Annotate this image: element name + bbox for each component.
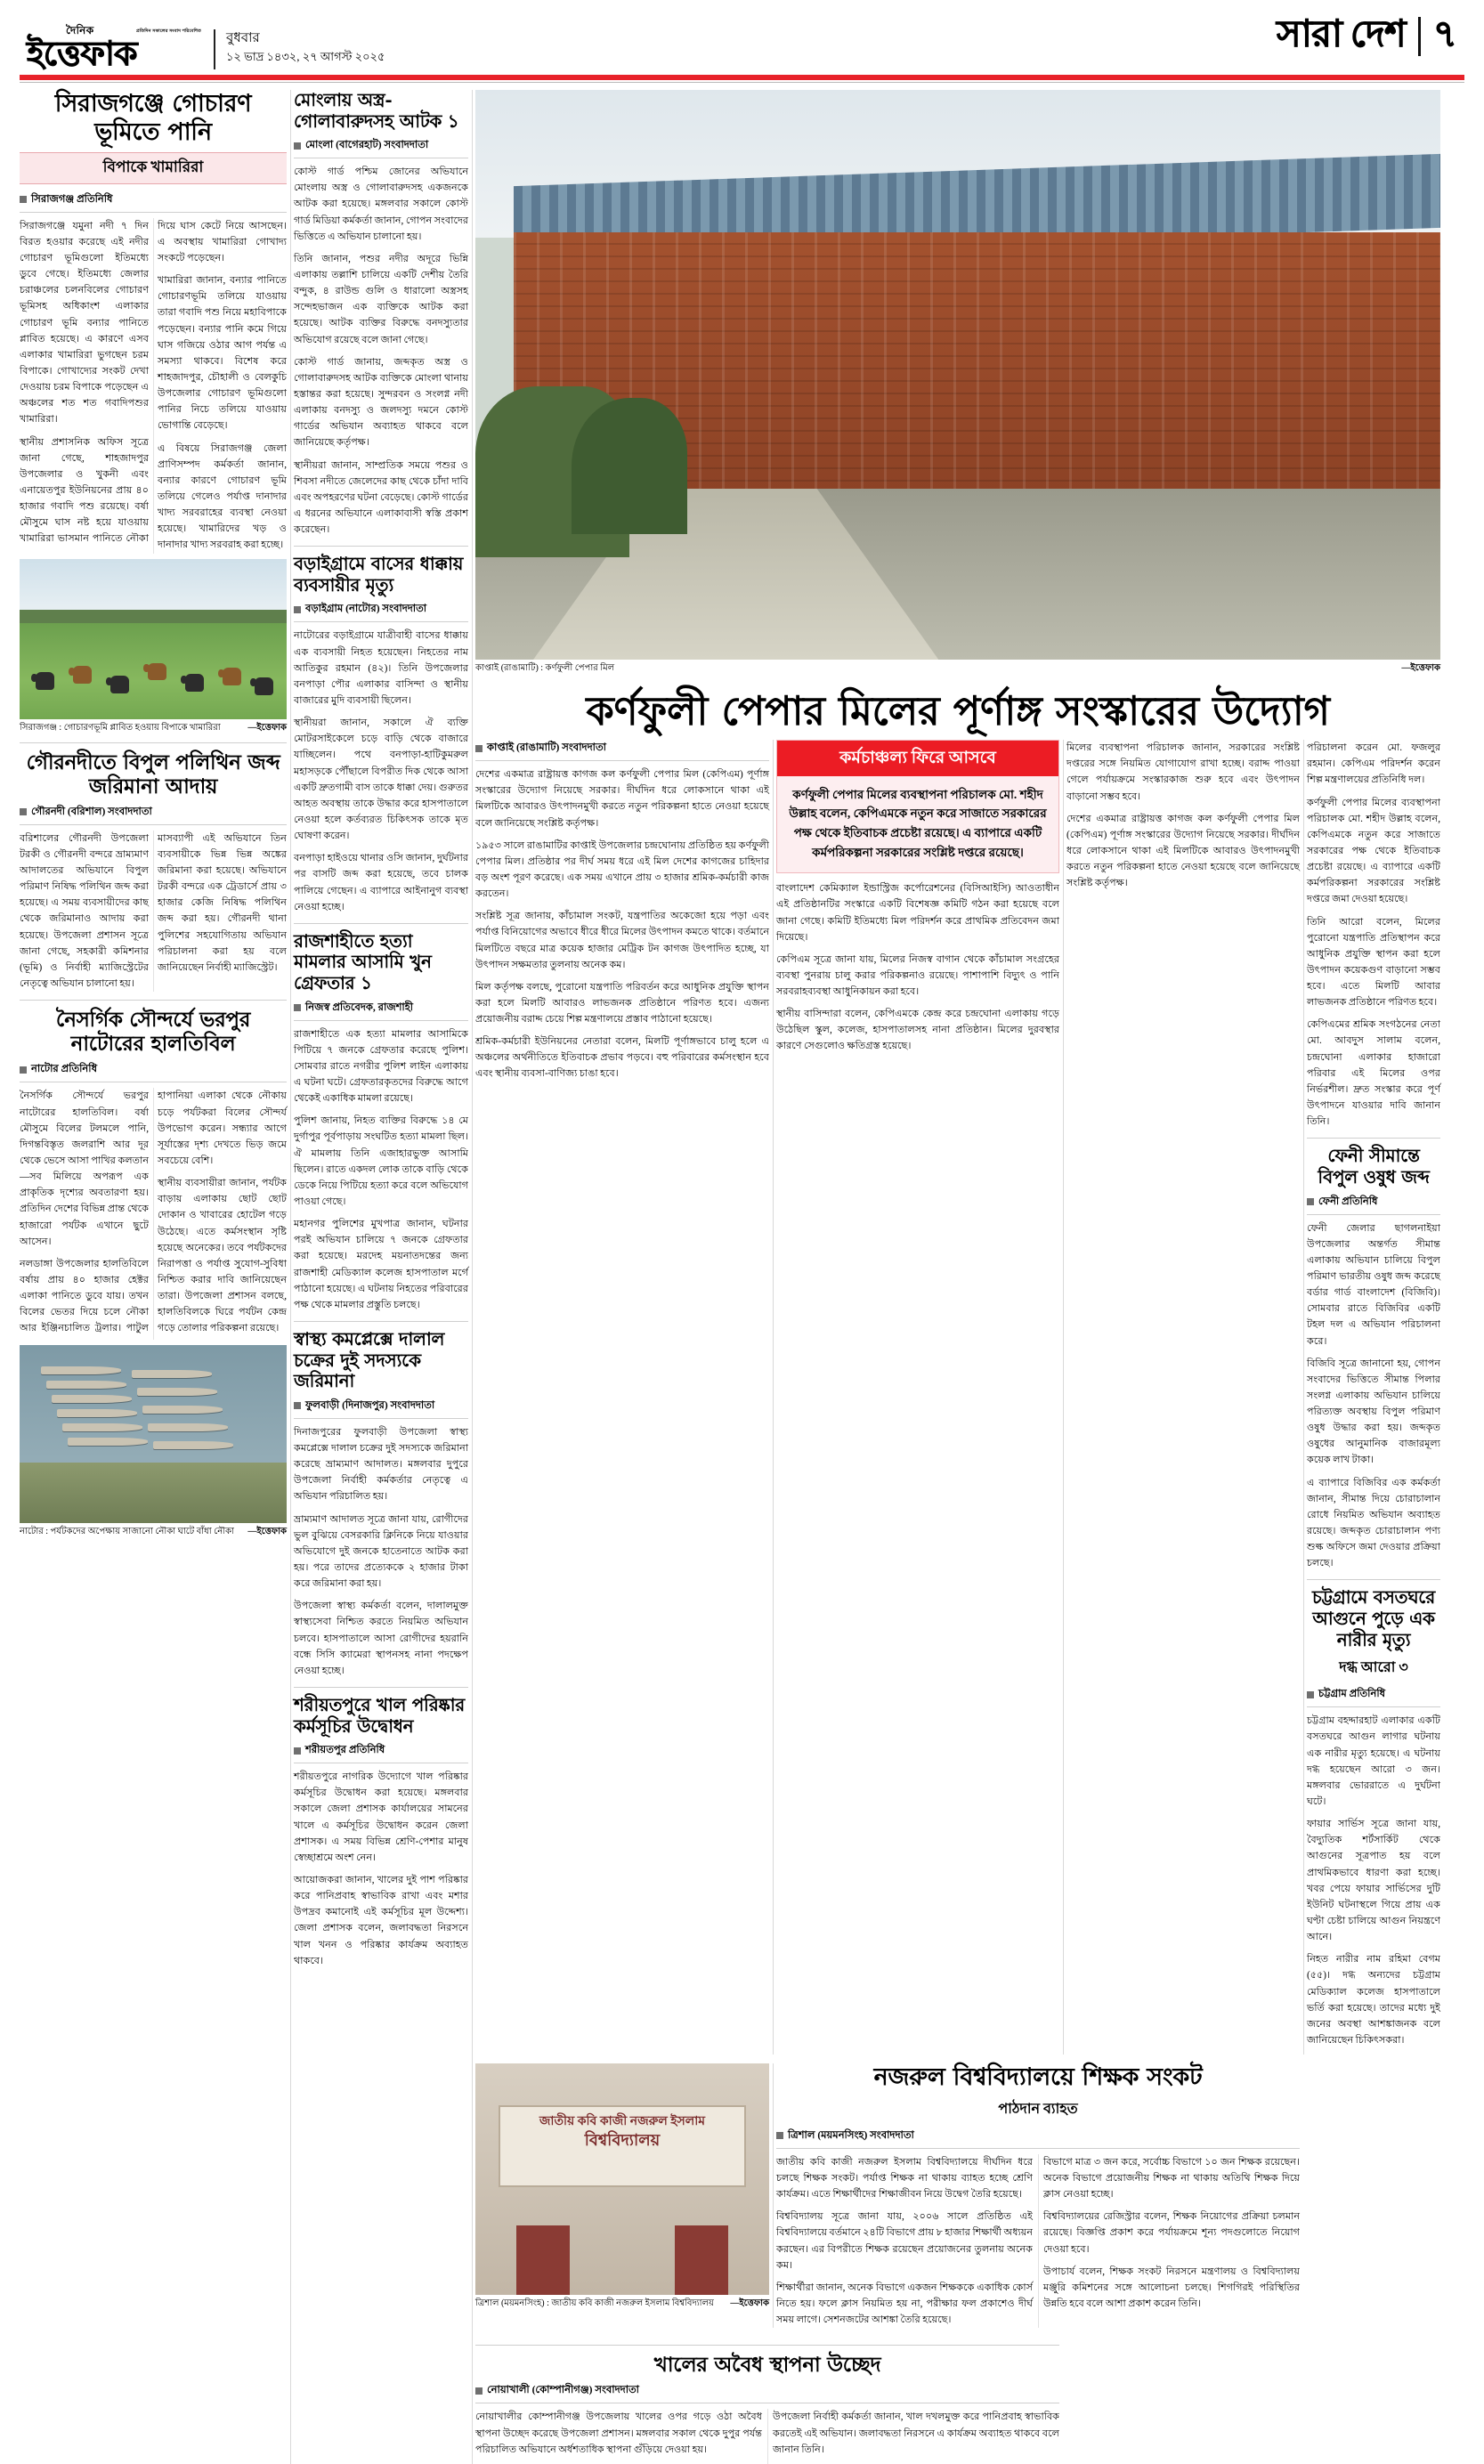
paragraph: দেশের একমাত্র রাষ্ট্রায়ত্ত কাগজ কল কর্ণফুলী পেপার মিল (কেপিএম) পূর্ণাঙ্গ সংস্কারের উদ্যোগ নিয়েছে সরকার। দীর্ঘদিন ধরে লোকসানে থাকা এই মিলটিকে আবারও উৎপাদনমুখী করতে নতুন পরিকল্পনা হাতে নেওয়া হয়েছে বলে জানিয়েছে সংশ্লিষ্ট কর্তৃপক্ষ। bbox=[1066, 813, 1300, 889]
paragraph: কর্ণফুলী পেপার মিলের ব্যবস্থাপনা পরিচালক মো. শহীদ উল্লাহ বলেন, কেপিএমকে নতুন করে সাজাতে সরকারের পক্ষ থেকে ইতিবাচক প্রচেষ্টা রয়েছে। এ ব্যাপারে একটি কর্মপরিকল্পনা সরকারের সংশ্লিষ্ট দপ্তরে জমা দেওয়া হয়েছে। bbox=[1307, 797, 1440, 905]
uni-grid bbox=[475, 2063, 1440, 2328]
paragraph: শিক্ষার্থীরা জানান, অনেক বিভাগে একজন শিক্ষককে একাধিক কোর্স নিতে হয়। ফলে ক্লাস নিয়মিত হয় না, পরীক্ষার ফল প্রকাশেও দীর্ঘ সময় লাগে। সেশনজটের আশঙ্কা তৈরি হয়েছে। bbox=[776, 2282, 1033, 2326]
bullet-square-icon bbox=[776, 2132, 783, 2139]
bullet-square-icon bbox=[294, 142, 301, 150]
paragraph: মাসব্যাপী এই অভিযানে তিন ব্যবসায়ীকে ভিন্ন ভিন্ন অঙ্কের জরিমানা করা হয়েছে। অভিযানে টরকী বন্দরে এক ট্রেডার্সে প্রায় ৩ হাজার কেজি নিষিদ্ধ পলিথিন জব্দ করা হয়। গৌরনদী থানা পুলিশের সহযোগিতায় অভিযান পরিচালনা করা হয় বলে জানিয়েছেন নির্বাহী ম্যাজিস্ট্রেট। bbox=[158, 832, 287, 973]
paragraph: স্থানীয় বাসিন্দারা বলেন, কেপিএমকে কেন্দ্র করে চন্দ্রঘোনা এলাকায় গড়ে উঠেছিল স্কুল, কলেজ, হাসপাতালসহ নানা প্রতিষ্ঠান। মিলের দুরবস্থার কারণে সেগুলোও ক্ষতিগ্রস্ত হয়েছে। bbox=[776, 1009, 1059, 1052]
byline-text: বড়াইগ্রাম (নাটোর) সংবাদদাতা bbox=[305, 604, 427, 615]
byline-text: ফেনী প্রতিনিধি bbox=[1318, 1196, 1378, 1207]
bullet-square-icon bbox=[1307, 1198, 1314, 1205]
headline-nazrul-university: নজরুল বিশ্ববিদ্যালয়ে শিক্ষক সংকট bbox=[873, 2063, 1203, 2092]
byline-sirajganj bbox=[20, 191, 287, 213]
headline-shariatpur: শরীয়তপুরে খাল পরিষ্কার কর্মসূচির উদ্বোধন bbox=[294, 1693, 465, 1737]
paragraph: বিশ্ববিদ্যালয় সূত্রে জানা যায়, ২০০৬ সালে প্রতিষ্ঠিত এই বিশ্ববিদ্যালয়ে বর্তমানে ২৪টি বিভাগে প্রায় ৮ হাজার শিক্ষার্থী অধ্যয়ন করছেন। এর বিপরীতে শিক্ষক রয়েছেন প্রয়োজনের তুলনায় অনেক কম। bbox=[776, 2211, 1033, 2271]
paragraph: বিশ্ববিদ্যালয়ের রেজিস্ট্রার বলেন, শিক্ষক নিয়োগের প্রক্রিয়া চলমান রয়েছে। বিজ্ঞপ্তি প্রকাশ করে পর্যায়ক্রমে শূন্য পদগুলোতে নিয়োগ দেওয়া হবে। bbox=[1043, 2211, 1300, 2255]
bullet-square-icon bbox=[294, 1402, 301, 1409]
red-rule bbox=[20, 75, 1464, 80]
paragraph: পুলিশ জানায়, নিহত ব্যক্তির বিরুদ্ধে ১৪ মে দুর্গাপুর পূর্বপাড়ায় সংঘটিত হত্যা মামলা ছিল। ঐ মামলায় তিনি এজাহারভুক্ত আসামি ছিলেন। রাতে একদল লোক তাকে বাড়ি থেকে ডেকে নিয়ে পিটিয়ে হত্যা করে বলে অভিযোগ পাওয়া গেছে। bbox=[294, 1115, 468, 1208]
paragraph: কেপিএমের শ্রমিক সংগঠনের নেতা মো. আবদুস সালাম বলেন, চন্দ্রঘোনা এলাকার হাজারো পরিবার এই মিলের ওপর নির্ভরশীল। দ্রুত সংস্কার করে পূর্ণ উৎপাদনে যাওয়ার দাবি জানান তিনি। bbox=[1307, 1019, 1440, 1128]
bullet-square-icon bbox=[20, 1066, 27, 1074]
page-number: ৭ bbox=[1432, 14, 1457, 55]
photo-scene bbox=[20, 559, 287, 719]
bullet-square-icon bbox=[294, 1004, 301, 1011]
column-right-rail bbox=[1307, 740, 1440, 2055]
photo-scene: জাতীয় কবি কাজী নজরুল ইসলাম বিশ্ববিদ্যালয় bbox=[475, 2063, 769, 2295]
byline-nazrul-university bbox=[776, 2128, 1300, 2149]
paragraph: জাতীয় কবি কাজী নজরুল ইসলাম বিশ্ববিদ্যালয়ে দীর্ঘদিন ধরে চলছে শিক্ষক সংকট। পর্যাপ্ত শিক্ষক না থাকায় ব্যাহত হচ্ছে শ্রেণি কার্যক্রম। এতে শিক্ষার্থীদের শিক্ষাজীবন নিয়ে উদ্বেগ তৈরি হয়েছে। bbox=[776, 2156, 1033, 2201]
headline-boraigram: বড়াইগ্রামে বাসের ধাক্কায় ব্যবসায়ীর মৃত্যু bbox=[294, 553, 464, 596]
paragraph: পরিচালনা করেন মো. ফজলুর রহমান। কেপিএম পরিদর্শন করেন শিল্প মন্ত্রণালয়ের প্রতিনিধি দল। bbox=[1307, 742, 1440, 786]
paragraph: সিরাজগঞ্জে যমুনা নদী ৭ দিন বিরত হওয়ার করেছে এই নদীর গোচারণ ভূমিগুলো ইতিমধ্যে ডুবে গেছে। ইতিমধ্যে জেলার চরাঞ্চলের চলনবিলের গোচারণ ভূমিসহ অধিকাংশ এলাকার গোচারণ ভূমি বন্যার পানিতে প্লাবিত হয়েছে। এ কারণে এসব এলাকার খামারিরা ভুগছেন চরম বিপাকে। গোখাদ্যের সংকট দেখা দেওয়ায় চরম বিপাকে পড়েছেন এ অঞ্চলের শত শত গবাদিপশুর খামারিরা। bbox=[20, 220, 149, 426]
paragraph: খামারিরা জানান, বন্যার পানিতে গোচারণভূমি তলিয়ে যাওয়ায় তারা গবাদি পশু নিয়ে মহাবিপাকে পড়েছেন। বন্যার পানি কমে গিয়ে ঘাস গজিয়ে ওঠার আগ পর্যন্ত এ সমস্যা থাকবে। বিশেষ করে শাহজাদপুর, চৌহালী ও বেলকুচি উপজেলার গোচারণ ভূমিগুলো পানির নিচে তলিয়ে যাওয়ায় ভোগান্তি বেড়েছে। bbox=[158, 275, 287, 432]
byline-text: নিজস্ব প্রতিবেদক, রাজশাহী bbox=[305, 1001, 414, 1013]
lead-body-grid bbox=[475, 740, 1440, 2055]
headline-rajshahi: রাজশাহীতে হত্যা মামলার আসামি খুন গ্রেফতার ১ bbox=[294, 929, 432, 994]
byline-boraigram bbox=[294, 601, 468, 622]
photo-credit: —ইত্তেফাক bbox=[730, 2298, 769, 2309]
headline-paper-mill: কর্ণফুলী পেপার মিলের পূর্ণাঙ্গ সংস্কারের উদ্যোগ bbox=[586, 687, 1330, 734]
byline-shariatpur bbox=[294, 1742, 468, 1763]
headline-chattogram-fire: চট্টগ্রামে বসতঘরে আগুনে পুড়ে এক নারীর মৃত্যু bbox=[1311, 1586, 1436, 1650]
paragraph: চট্টগ্রাম বহদ্দারহাট এলাকার একটি বসতঘরে আগুন লাগার ঘটনায় এক নারীর মৃত্যু হয়েছে। এ ঘটনায় দগ্ধ হয়েছেন আরো ৩ জন। মঙ্গলবার ভোররাতে এ দুর্ঘটনা ঘটে। bbox=[1307, 1715, 1440, 1807]
paragraph: এ ব্যাপারে বিজিবির এক কর্মকর্তা জানান, সীমান্ত দিয়ে চোরাচালান রোধে নিয়মিত অভিযান অব্যাহত রয়েছে। জব্দকৃত চোরাচালান পণ্য শুল্ক অফিসে জমা দেওয়ার প্রক্রিয়া চলছে। bbox=[1307, 1477, 1440, 1569]
column-divider bbox=[290, 90, 291, 2464]
photo-credit: —ইত্তেফাক bbox=[1401, 663, 1440, 673]
column-divider bbox=[1063, 740, 1064, 2055]
masthead-date bbox=[214, 29, 385, 69]
paragraph: ফেনী জেলার ছাগলনাইয়া উপজেলার অন্তর্গত সীমান্ত এলাকায় অভিযান চালিয়ে বিপুল পরিমাণ ভারতীয় ওষুধ জব্দ করেছে বর্ডার গার্ড বাংলাদেশ (বিজিবি)। সোমবার রাতে বিজিবির একটি টহল দল এ অভিযান পরিচালনা করে। bbox=[1307, 1222, 1440, 1347]
column-divider bbox=[773, 740, 774, 2055]
uni-photo-col bbox=[475, 2063, 769, 2328]
paragraph: উপজেলা স্বাস্থ্য কর্মকর্তা বলেন, দালালমুক্ত স্বাস্থ্যসেবা নিশ্চিত করতে নিয়মিত অভিযান চলবে। হাসপাতালে আসা রোগীদের হয়রানি বন্ধে সিসি ক্যামেরা স্থাপনসহ নানা পদক্ষেপ নেওয়া হচ্ছে। bbox=[294, 1601, 468, 1676]
paragraph: স্থানীয়রা জানান, সকালে ঐ ব্যক্তি মোটরসাইকেলে চড়ে বাড়ি থেকে বাজারে যাচ্ছিলেন। পথে বনপাড়া-হাটিকুমরুল মহাসড়কে পৌঁছালে বিপরীত দিক থেকে আসা একটি দ্রুতগামী বাস তাকে ধাক্কা দেয়। গুরুতর আহত অবস্থায় তাকে উদ্ধার করে হাসপাতালে নেওয়া হলে কর্তব্যরত চিকিৎসক তাকে মৃত ঘোষণা করেন। bbox=[294, 717, 468, 842]
byline-text: শরীয়তপুর প্রতিনিধি bbox=[305, 1745, 385, 1756]
byline-text: মোংলা (বাগেরহাট) সংবাদদাতা bbox=[305, 140, 429, 151]
paragraph: স্থানীয় ব্যবসায়ীরা জানান, পর্যটক বাড়ায় এলাকায় ছোট ছোট দোকান ও খাবারের হোটেল গড়ে উঠেছে। এতে কর্মসংস্থান সৃষ্টি হয়েছে অনেকের। তবে পর্যটকদের নিরাপত্তা ও পর্যাপ্ত সুযোগ-সুবিধা নিশ্চিত করার দাবি জানিয়েছেন তারা। উপজেলা প্রশাসন বলছে, হালতিবিলকে ঘিরে পর্যটন কেন্দ্র গড়ে তোলার পরিকল্পনা রয়েছে। bbox=[158, 1178, 287, 1334]
khal-grid bbox=[475, 2337, 1440, 2464]
photo-university bbox=[475, 2063, 769, 2295]
logo-tagline: প্রতিদিন সকালের সংবাদ পরিবেশিত bbox=[135, 28, 201, 34]
paragraph: শরীয়তপুরে নাগরিক উদ্যোগে খাল পরিষ্কার কর্মসূচির উদ্বোধন করা হয়েছে। মঙ্গলবার সকালে জেলা প্রশাসক কার্যালয়ের সামনের খালে এ কর্মসূচির উদ্বোধন করেন জেলা প্রশাসক। এ সময় বিভিন্ন শ্রেণি-পেশার মানুষ স্বেচ্ছাশ্রমে অংশ নেন। bbox=[294, 1771, 468, 1863]
lead-package bbox=[475, 90, 1440, 2464]
masthead-separator bbox=[1418, 17, 1421, 56]
paragraph: ভ্রাম্যমাণ আদালত সূত্রে জানা যায়, রোগীদের ভুল বুঝিয়ে বেসরকারি ক্লিনিকে নিয়ে যাওয়ার অভিযোগে দুই জনকে হাতেনাতে আটক করা হয়। পরে তাদের প্রত্যেককে ২ হাজার টাকা করে জরিমানা করা হয়। bbox=[294, 1513, 468, 1590]
byline-mongla bbox=[294, 137, 468, 158]
column-1 bbox=[20, 90, 287, 2464]
khal-text-col bbox=[475, 2337, 1059, 2464]
paragraph: কোস্ট গার্ড পশ্চিম জোনের অভিযানে মোংলায় অস্ত্র ও গোলাবারুদসহ একজনকে আটক করা হয়েছে। মঙ্গলবার সকালে কোস্ট গার্ড মিডিয়া কর্মকর্তা জানান, গোপন সংবাদের ভিত্তিতে এ অভিযান চালানো হয়। bbox=[294, 166, 468, 242]
paragraph: বিভাগে মাত্র ৩ জন করে, সর্বোচ্চ বিভাগে ১০ জন শিক্ষক রয়েছেন। অনেক বিভাগে প্রয়োজনীয় শিক্ষক না থাকায় অতিথি শিক্ষক দিয়ে ক্লাস নেওয়া হচ্ছে। bbox=[1043, 2156, 1300, 2201]
caption-university bbox=[475, 2298, 769, 2310]
paragraph: বরিশালের গৌরনদী উপজেলা টরকী ও গৌরনদী বন্দরে ভ্রাম্যমাণ আদালতের অভিযানে বিপুল পরিমাণ নিষিদ্ধ পলিথিন জব্দ করা হয়েছে। এ সময় ব্যবসায়ীদের কাছ থেকে জরিমানাও আদায় করা হয়েছে। উপজেলা প্রশাসন সূত্রে জানা গেছে, সহকারী কমিশনার (ভূমি) ও নির্বাহী ম্যাজিস্ট্রেটের নেতৃত্বে অভিযান চালানো হয়। bbox=[20, 832, 149, 990]
callout-box bbox=[776, 740, 1059, 873]
paragraph: শ্রমিক-কর্মচারী ইউনিয়নের নেতারা বলেন, মিলটি পূর্ণাঙ্গভাবে চালু হলে এ অঞ্চলের অর্থনীতিতে ইতিবাচক প্রভাব পড়বে। বহু পরিবারের কর্মসংস্থান হবে এবং স্থানীয় ব্যবসা-বাণিজ্য চাঙা হবে। bbox=[475, 1036, 769, 1080]
headline-mongla: মোংলায় অস্ত্র-গোলাবারুদসহ আটক ১ bbox=[294, 89, 459, 132]
page-grid bbox=[20, 90, 1464, 2464]
byline-paper-mill bbox=[475, 740, 769, 761]
byline-text: নোয়াখালী (কোম্পানীগঞ্জ) সংবাদদাতা bbox=[487, 2385, 640, 2396]
caption-cattle-field bbox=[20, 722, 287, 734]
column-divider bbox=[1303, 740, 1304, 2055]
paragraph: দেশের একমাত্র রাষ্ট্রায়ত্ত কাগজ কল কর্ণফুলী পেপার মিল (কেপিএম) পূর্ণাঙ্গ সংস্কারের উদ্যোগ নিয়েছে সরকার। দীর্ঘদিন ধরে লোকসানে থাকা এই মিলটিকে আবারও উৎপাদনমুখী করতে নতুন পরিকল্পনা হাতে নেওয়া হয়েছে বলে জানিয়েছে সংশ্লিষ্ট কর্তৃপক্ষ। bbox=[475, 769, 769, 829]
photo-paper-mill bbox=[475, 90, 1440, 660]
caption-text: কাপ্তাই (রাঙামাটি) : কর্ণফুলী পেপার মিল bbox=[475, 663, 615, 673]
callout-text: কর্ণফুলী পেপার মিলের ব্যবস্থাপনা পরিচালক মো. শহীদ উল্লাহ বলেন, কেপিএমকে নতুন করে সাজাতে সরকারের পক্ষ থেকে ইতিবাচক প্রচেষ্টা রয়েছে। এ ব্যাপারে একটি কর্মপরিকল্পনা সরকারের সংশ্লিষ্ট দপ্তরে রয়েছে। bbox=[789, 787, 1047, 859]
paragraph: বনপাড়া হাইওয়ে থানার ওসি জানান, দুর্ঘটনার পর বাসটি জব্দ করা হয়েছে, তবে চালক পালিয়ে গেছেন। এ ব্যাপারে আইনানুগ ব্যবস্থা নেওয়া হচ্ছে। bbox=[294, 853, 468, 912]
uni-body bbox=[776, 2154, 1300, 2328]
paragraph: নিহত নারীর নাম রহিমা বেগম (৫৫)। দগ্ধ অন্যদের চট্টগ্রাম মেডিক্যাল কলেজ হাসপাতালে ভর্তি করা হয়েছে। তাদের মধ্যে দুই জনের অবস্থা আশঙ্কাজনক বলে জানিয়েছেন চিকিৎসকরা। bbox=[1307, 1954, 1440, 2046]
caption-text: নাটোর : পর্যটকদের অপেক্ষায় সাজানো নৌকা ঘাটে বাঁধা নৌকা bbox=[20, 1527, 234, 1537]
column-2 bbox=[294, 90, 468, 2464]
photo-credit: —ইত্তেফাক bbox=[247, 722, 287, 733]
newspaper-logo bbox=[27, 23, 201, 73]
paragraph: উপাচার্য বলেন, শিক্ষক সংকট নিরসনে মন্ত্রণালয় ও বিশ্ববিদ্যালয় মঞ্জুরি কমিশনের সঙ্গে আলোচনা চলছে। শিগগিরই পরিস্থিতির উন্নতি হবে বলে আশা প্রকাশ করেন তিনি। bbox=[1043, 2265, 1300, 2310]
callout-headline: কর্মচাঞ্চল্য ফিরে আসবে bbox=[777, 741, 1058, 776]
photo-scene bbox=[20, 1345, 287, 1523]
uni-text-col bbox=[776, 2063, 1300, 2328]
byline-khal bbox=[475, 2382, 1059, 2403]
masthead-left bbox=[27, 23, 385, 73]
byline-rajshahi bbox=[294, 1000, 468, 1021]
paragraph: স্থানীয়রা জানান, সাম্প্রতিক সময়ে পশুর ও শিবসা নদীতে জেলেদের কাছ থেকে চাঁদা দাবি এবং অপহরণের ঘটনা বেড়েছে। কোস্ট গার্ডের এ ধরনের অভিযানে এলাকাবাসী স্বস্তি প্রকাশ করেছেন। bbox=[294, 459, 468, 536]
paragraph: আয়োজকরা জানান, খালের দুই পাশ পরিষ্কার করে পানিপ্রবাহ স্বাভাবিক রাখা এবং মশার উপদ্রব কমানোই এই কর্মসূচির মূল উদ্দেশ্য। জেলা প্রশাসক বলেন, জলাবদ্ধতা নিরসনে খাল খনন ও পরিষ্কার কার্যক্রম অব্যাহত থাকবে। bbox=[294, 1874, 468, 1966]
subhead-nazrul-university: পাঠদান ব্যাহত bbox=[998, 2101, 1078, 2117]
date-full: ১২ ভাদ্র ১৪৩২, ২৭ আগস্ট ২০২৫ bbox=[226, 50, 385, 64]
lead-col-c bbox=[1066, 740, 1300, 2055]
byline-text: চট্টগ্রাম প্রতিনিধি bbox=[1318, 1689, 1386, 1700]
photo-scene bbox=[475, 90, 1440, 660]
paragraph: নোয়াখালীর কোম্পানীগঞ্জ উপজেলায় খালের ওপর গড়ে ওঠা অবৈধ স্থাপনা উচ্ছেদ করেছে উপজেলা প্রশাসন। মঙ্গলবার সকাল থেকে দুপুর পর্যন্ত পরিচালিত অভিযানে অর্ধশতাধিক স্থাপনা গুঁড়িয়ে দেওয়া হয়। bbox=[475, 2411, 762, 2455]
byline-text: সিরাজগঞ্জ প্রতিনিধি bbox=[31, 193, 113, 205]
byline-chattogram bbox=[1307, 1686, 1440, 1707]
paragraph: তিনি জানান, পশুর নদীর অদূরে ভিন্নি এলাকায় তল্লাশি চালিয়ে একটি দেশীয় তৈরি বন্দুক, ৪ রাউন্ড গুলি ও ধারালো অস্ত্রসহ সন্দেহভাজন এক ব্যক্তিকে আটক করা হয়েছে। আটক ব্যক্তির বিরুদ্ধে বনদস্যুতার অভিযোগ রয়েছে বলে জানা গেছে। bbox=[294, 253, 468, 345]
caption-text: সিরাজগঞ্জ : গোচারণভূমি প্লাবিত হওয়ায় বিপাকে খামারিরা bbox=[20, 722, 221, 733]
section-title: সারা দেশ bbox=[1277, 14, 1406, 55]
bullet-square-icon bbox=[294, 606, 301, 613]
headline-gournadi: গৌরনদীতে বিপুল পলিথিন জব্দ জরিমানা আদায় bbox=[26, 750, 280, 798]
date-weekday: বুধবার bbox=[226, 31, 260, 46]
byline-health-complex bbox=[294, 1398, 468, 1419]
caption-paper-mill bbox=[475, 662, 1440, 675]
paragraph: নলডাঙ্গা উপজেলার হালতিবিলে বর্ষায় প্রায় ৪০ হাজার হেক্টর এলাকা পানিতে ডুবে যায়। তখন বিলের ভেতর দিয়ে চলে নৌকা আর ইঞ্জিনচালিত ট্রলার। পাটুল হাপানিয়া এলাকা থেকে নৌকায় চড়ে পর্যটকরা বিলের সৌন্দর্য উপভোগ করেন। সন্ধ্যার আগে সূর্যাস্তের দৃশ্য দেখতে ভিড় জমে সবচেয়ে বেশি। bbox=[20, 1090, 287, 1334]
subhead-sirajganj: বিপাকে খামারিরা bbox=[20, 152, 287, 184]
paragraph: তিনি আরো বলেন, মিলের পুরোনো যন্ত্রপাতি প্রতিস্থাপন করে আধুনিক প্রযুক্তি স্থাপন করা হলে উৎপাদন কয়েকগুণ বাড়ানো সম্ভব হবে। এতে মিলটি আবার লাভজনক প্রতিষ্ঠানে পরিণত হবে। bbox=[1307, 916, 1440, 1009]
byline-text: নাটোর প্রতিনিধি bbox=[31, 1064, 98, 1075]
paragraph: নাটোরের বড়াইগ্রামে যাত্রীবাহী বাসের ধাক্কায় এক ব্যবসায়ী নিহত হয়েছেন। নিহতের নাম আতিকুর রহমান (৪২)। তিনি উপজেলার বনপাড়া পৌর এলাকার বাসিন্দা ও স্থানীয় বাজারের মুদি ব্যবসায়ী ছিলেন। bbox=[294, 630, 468, 707]
headline-sirajganj: সিরাজগঞ্জে গোচারণ ভূমিতে পানি bbox=[54, 90, 252, 146]
headline-feni: ফেনী সীমান্তে বিপুল ওষুধ জব্দ bbox=[1318, 1145, 1430, 1187]
byline-text: কাপ্তাই (রাঙামাটি) সংবাদদাতা bbox=[487, 742, 606, 754]
bullet-square-icon bbox=[475, 2387, 483, 2395]
photo-boats bbox=[20, 1345, 287, 1523]
lead-col-b bbox=[776, 740, 1059, 2055]
headline-health-complex: স্বাস্থ্য কমপ্লেক্সে দালাল চক্রের দুই সদস্যকে জরিমানা bbox=[294, 1328, 445, 1392]
paragraph: কেপিএম সূত্রে জানা যায়, মিলের নিজস্ব বাগান থেকে কাঁচামাল সংগ্রহের ব্যবস্থা পুনরায় চালু করার পরিকল্পনাও রয়েছে। পাশাপাশি বিদ্যুৎ ও পানি সরবরাহব্যবস্থা আধুনিকায়ন করা হবে। bbox=[776, 953, 1059, 998]
paragraph: মহানগর পুলিশের মুখপাত্র জানান, ঘটনার পরই অভিযান চালিয়ে ৭ জনকে গ্রেফতার করা হয়েছে। মরদেহ ময়নাতদন্তের জন্য রাজশাহী মেডিক্যাল কলেজ হাসপাতাল মর্গে পাঠানো হয়েছে। এ ঘটনায় নিহতের পরিবারের পক্ষ থেকে মামলার প্রস্তুতি চলছে। bbox=[294, 1219, 468, 1310]
paragraph: এ বিষয়ে সিরাজগঞ্জ জেলা প্রাণিসম্পদ কর্মকর্তা জানান, বন্যার কারণে গোচারণ ভূমি তলিয়ে গেলেও পর্যাপ্ত দানাদার খাদ্য সরবরাহের ব্যবস্থা নেওয়া হয়েছে। খামারিদের খড় ও দানাদার খাদ্য সরবরাহ করা হচ্ছে। bbox=[158, 442, 287, 551]
byline-text: ত্রিশাল (ময়মনসিংহ) সংবাদদাতা bbox=[788, 2129, 914, 2141]
photo-credit: —ইত্তেফাক bbox=[247, 1527, 287, 1537]
masthead bbox=[20, 0, 1464, 73]
bullet-square-icon bbox=[20, 196, 27, 203]
paragraph: ফায়ার সার্ভিস সূত্রে জানা যায়, বৈদ্যুতিক শর্টসার্কিট থেকে আগুনের সূত্রপাত হয় বলে প্রাথমিকভাবে ধারণা করা হচ্ছে। খবর পেয়ে ফায়ার সার্ভিসের দুটি ইউনিট ঘটনাস্থলে গিয়ে প্রায় এক ঘণ্টা চেষ্টা চালিয়ে আগুন নিয়ন্ত্রণে আনে। bbox=[1307, 1819, 1440, 1943]
bullet-square-icon bbox=[294, 1747, 301, 1755]
body-halti-bil bbox=[20, 1088, 287, 1340]
byline-text: গৌরনদী (বরিশাল) সংবাদদাতা bbox=[31, 806, 152, 817]
headline-halti-bil: নৈসর্গিক সৌন্দর্যে ভরপুর নাটোরের হালতিবিল bbox=[55, 1008, 251, 1057]
column-divider bbox=[773, 2063, 774, 2328]
paragraph: বাংলাদেশ কেমিক্যাল ইন্ডাস্ট্রিজ কর্পোরেশনের (বিসিআইসি) আওতাধীন এই প্রতিষ্ঠানটির সংস্কারে একটি বিশেষজ্ঞ কমিটি গঠন করা হয়েছে বলে জানা গেছে। কমিটি ইতিমধ্যে মিল পরিদর্শন করে প্রাথমিক প্রতিবেদন জমা দিয়েছে। bbox=[776, 883, 1059, 943]
photo-cattle-field bbox=[20, 559, 287, 719]
body-gournadi bbox=[20, 831, 287, 992]
paragraph: মিল কর্তৃপক্ষ বলছে, পুরোনো যন্ত্রপাতি পরিবর্তন করে আধুনিক প্রযুক্তি স্থাপন করা হলে মিলটি আবারও লাভজনক প্রতিষ্ঠানে পরিণত হবে। এজন্য প্রয়োজনীয় বরাদ্দ চেয়ে শিল্প মন্ত্রণালয়ে প্রস্তাব পাঠানো হয়েছে। bbox=[475, 981, 769, 1025]
paragraph: মিলের ব্যবস্থাপনা পরিচালক জানান, সরকারের সংশ্লিষ্ট দপ্তরের সঙ্গে নিয়মিত যোগাযোগ রাখা হচ্ছে। বরাদ্দ পাওয়া গেলে পর্যায়ক্রমে সংস্কারকাজ শুরু হবে এবং উৎপাদন বাড়ানো সম্ভব হবে। bbox=[1066, 742, 1300, 802]
paragraph: কোস্ট গার্ড জানায়, জব্দকৃত অস্ত্র ও গোলাবারুদসহ আটক ব্যক্তিকে মোংলা থানায় হস্তান্তর করা হয়েছে। সুন্দরবন ও সংলগ্ন নদী এলাকায় বনদস্যু ও জলদস্যু দমনে কোস্ট গার্ডের অভিযান অব্যাহত থাকবে বলে জানিয়েছে কর্তৃপক্ষ। bbox=[294, 356, 468, 449]
subhead-chattogram-fire: দগ্ধ আরো ৩ bbox=[1339, 1660, 1408, 1676]
paragraph: বিজিবি সূত্রে জানানো হয়, গোপন সংবাদের ভিত্তিতে সীমান্ত পিলার সংলগ্ন এলাকায় অভিযান চালিয়ে পরিত্যক্ত অবস্থায় বিপুল পরিমাণ ওষুধ উদ্ধার করা হয়। জব্দকৃত ওষুধের আনুমানিক বাজারমূল্য কয়েক লাখ টাকা। bbox=[1307, 1358, 1440, 1466]
masthead-right bbox=[1277, 4, 1457, 69]
paragraph: দিনাজপুরের ফুলবাড়ী উপজেলা স্বাস্থ্য কমপ্লেক্সে দালাল চক্রের দুই সদস্যকে জরিমানা করেছে ভ্রাম্যমাণ আদালত। মঙ্গলবার দুপুরে উপজেলা নির্বাহী কর্মকর্তার নেতৃত্বে এ অভিযান পরিচালিত হয়। bbox=[294, 1426, 468, 1503]
byline-feni bbox=[1307, 1194, 1440, 1215]
khal-body bbox=[475, 2409, 1059, 2463]
byline-halti-bil bbox=[20, 1061, 287, 1082]
column-divider bbox=[472, 90, 473, 2464]
body-sirajganj bbox=[20, 218, 287, 554]
paragraph: সংশ্লিষ্ট সূত্র জানায়, কাঁচামাল সংকট, যন্ত্রপাতির অকেজো হয়ে পড়া এবং পর্যাপ্ত বিনিয়োগের অভাবে ধীরে ধীরে মিলের উৎপাদন কমতে থাকে। বর্তমানে মিলটিতে বছরে মাত্র কয়েক হাজার মেট্রিক টন কাগজ উৎপাদিত হচ্ছে, যা উৎপাদন সক্ষমতার তুলনায় অনেক কম। bbox=[475, 911, 769, 970]
bullet-square-icon bbox=[1307, 1691, 1314, 1698]
caption-text: ত্রিশাল (ময়মনসিংহ) : জাতীয় কবি কাজী নজরুল ইসলাম বিশ্ববিদ্যালয় bbox=[475, 2298, 714, 2309]
paragraph: স্থানীয় প্রশাসনিক অফিস সূত্রে জানা গেছে, শাহজাদপুর উপজেলার ও খুকনী এবং এনায়েতপুর ইউনিয়নের প্রায় ৪০ হাজার গবাদি পশু রয়েছে। বর্ষা মৌসুমে ঘাস নষ্ট হয়ে যাওয়ায় খামারিরা ভাসমান পানিতে নৌকা দিয়ে ঘাস কেটে নিয়ে আসছেন। এ অবস্থায় খামারিরা গোখাদ্য সংকটে পড়েছেন। bbox=[20, 220, 287, 545]
lead-col-a bbox=[475, 740, 769, 2055]
bullet-square-icon bbox=[20, 808, 27, 815]
paragraph: ১৯৫৩ সালে রাঙামাটির কাপ্তাই উপজেলার চন্দ্রঘোনায় প্রতিষ্ঠিত হয় কর্ণফুলী পেপার মিল। প্রতিষ্ঠার পর দীর্ঘ সময় ধরে এই মিল দেশের কাগজের চাহিদার বড় অংশ পূরণ করেছে। এক সময় এখানে প্রায় ৩ হাজার শ্রমিক-কর্মচারী কাজ করতেন। bbox=[475, 839, 769, 900]
headline-khal: খালের অবৈধ স্থাপনা উচ্ছেদ bbox=[653, 2353, 881, 2378]
caption-boats bbox=[20, 1526, 287, 1538]
logo-kicker: দৈনিক bbox=[66, 23, 94, 36]
byline-gournadi bbox=[20, 804, 287, 825]
byline-text: ফুলবাড়ী (দিনাজপুর) সংবাদদাতা bbox=[305, 1399, 435, 1411]
paragraph: উপজেলা নির্বাহী কর্মকর্তা জানান, খাল দখলমুক্ত করে পানিপ্রবাহ স্বাভাবিক করতেই এই অভিযান। জলাবদ্ধতা নিরসনে এ কার্যক্রম অব্যাহত থাকবে বলে জানান তিনি। bbox=[773, 2411, 1059, 2455]
paragraph: নৈসর্গিক সৌন্দর্যে ভরপুর নাটোরের হালতিবিল। বর্ষা মৌসুমে বিলের টলমলে পানি, দিগন্তবিস্তৃত জলরাশি আর দূর থেকে ভেসে আসা পাখির কলতান—সব মিলিয়ে অপরূপ এক প্রাকৃতিক দৃশ্যের অবতারণা হয়। প্রতিদিন দেশের বিভিন্ন প্রান্ত থেকে হাজারো পর্যটক এখানে ছুটে আসেন। bbox=[20, 1090, 149, 1247]
paragraph: রাজশাহীতে এক হত্যা মামলার আসামিকে পিটিয়ে ৭ জনকে গ্রেফতার করেছে পুলিশ। সোমবার রাতে নগরীর পুলিশ লাইন এলাকায় এ ঘটনা ঘটে। গ্রেফতারকৃতদের বিরুদ্ধে আগে থেকেই একাধিক মামলা রয়েছে। bbox=[294, 1028, 468, 1105]
logo-wordmark: ইত্তেফাক bbox=[27, 32, 137, 73]
bullet-square-icon bbox=[475, 745, 483, 752]
thin-rule bbox=[20, 82, 1464, 83]
